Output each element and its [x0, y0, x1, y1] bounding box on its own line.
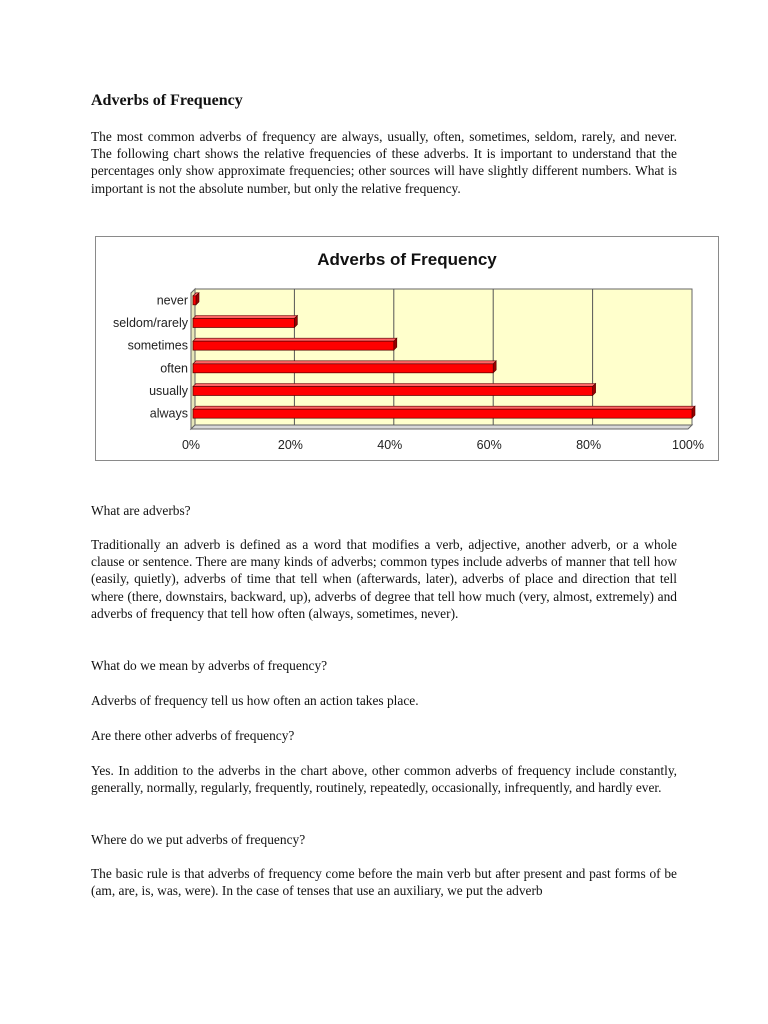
frequency-chart — [95, 236, 719, 461]
chart-canvas — [96, 237, 718, 460]
paragraph-adverb-definition: Traditionally an adverb is defined as a word that modifies a verb, adjective, another adverb, or a whole clause or sentence. There are many kinds of adverbs; common types include adverbs of manner that tell how (easily, quietly), adverbs of time that tell when (afterwards, later), adverbs of place and direction that tell where (there, downstairs, backward, up), adverbs of degree that tell how much (very, almost, extremely) and adverbs of frequency that tell how often (always, sometimes, never). — [91, 537, 677, 621]
category-label: always — [149, 406, 188, 421]
bar — [193, 341, 394, 350]
page-title: Adverbs of Frequency — [91, 92, 243, 109]
paragraph-frequency-meaning: Adverbs of frequency tell us how often an action takes place. — [91, 693, 419, 708]
intro-paragraph: The most common adverbs of frequency are always, usually, often, sometimes, seldom, rarely, and never. The following chart shows the relative frequencies of these adverbs. It is important to understand that the percentages only show approximate frequencies; other sources will have slightly different numbers. What is important is not the absolute number, but only the relative frequency. — [91, 129, 677, 196]
x-tick-label: 40% — [377, 438, 403, 452]
question-what-are-adverbs: What are adverbs? — [91, 503, 191, 518]
bar — [193, 319, 294, 328]
bar-top — [193, 384, 596, 387]
question-other-adverbs: Are there other adverbs of frequency? — [91, 728, 295, 743]
bar — [193, 296, 196, 305]
question-frequency-meaning: What do we mean by adverbs of frequency? — [91, 658, 328, 673]
paragraph-placement: The basic rule is that adverbs of frequency come before the main verb but after present and past forms of be (am, are, is, was, were). In the case of tenses that use an auxiliary, we put the adverb — [91, 866, 677, 899]
bar-top — [193, 361, 496, 364]
bar — [193, 364, 493, 373]
category-label: usually — [149, 384, 188, 398]
bar-top — [193, 338, 397, 341]
x-tick-label: 0% — [181, 438, 201, 452]
paragraph-other-adverbs: Yes. In addition to the adverbs in the chart above, other common adverbs of frequency include constantly, generally, normally, regularly, frequently, routinely, repeatedly, occasionally, infrequently, and hardly ever. — [91, 763, 677, 796]
x-tick-label: 80% — [576, 438, 602, 452]
x-tick-label: 60% — [476, 438, 502, 452]
category-label: often — [160, 361, 188, 376]
bar-top — [193, 316, 297, 319]
bar — [193, 409, 692, 418]
category-label: seldom/rarely — [112, 316, 188, 330]
chart-title: Adverbs of Frequency — [317, 250, 497, 269]
bar — [193, 387, 593, 396]
plot-floor — [191, 425, 692, 429]
x-tick-label: 20% — [277, 438, 303, 452]
plot-area — [195, 289, 692, 425]
question-placement: Where do we put adverbs of frequency? — [91, 832, 306, 847]
bar-top — [193, 406, 695, 409]
category-label: never — [156, 293, 188, 308]
category-label: sometimes — [127, 338, 188, 353]
x-tick-label: 100% — [672, 438, 704, 452]
